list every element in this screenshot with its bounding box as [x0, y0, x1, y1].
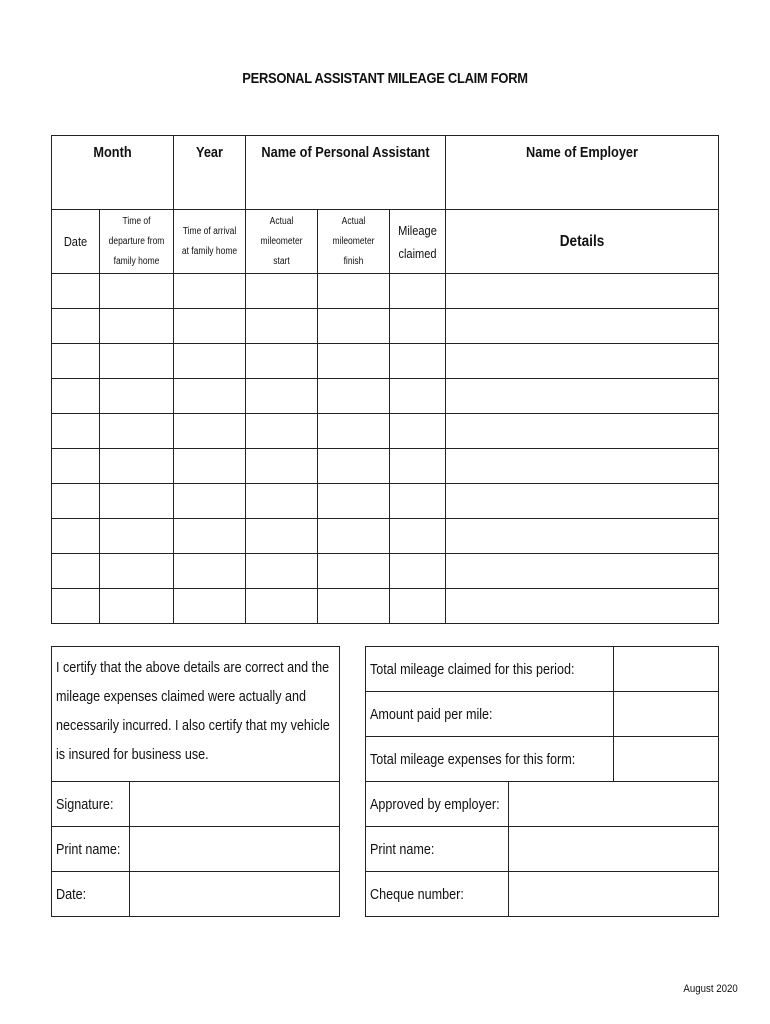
year-header: Year: [174, 136, 246, 210]
mileometer-start-column-header: Actual mileometer start: [246, 210, 318, 274]
table-row: [52, 414, 719, 449]
table-row: [52, 344, 719, 379]
departure-column-header: Time of departure from family home: [100, 210, 174, 274]
table-row: [52, 554, 719, 589]
date-label: Date:: [52, 872, 130, 917]
cheque-number-label: Cheque number:: [366, 872, 509, 917]
certification-box: [51, 646, 340, 917]
employer-print-name-label: Print name:: [366, 827, 509, 872]
certification-statement: I certify that the above details are correct and the mileage expenses claimed were actually and necessarily incurred. I also certify that my vehicle is insured for business use.: [52, 647, 340, 782]
mileage-table: [51, 135, 719, 624]
mileometer-finish-column-header: Actual mileometer finish: [318, 210, 390, 274]
signature-label: Signature:: [52, 782, 130, 827]
amount-per-mile-label: Amount paid per mile:: [366, 692, 614, 737]
amount-per-mile-field[interactable]: [614, 692, 719, 737]
totals-box: [365, 646, 719, 917]
print-name-field[interactable]: [130, 827, 340, 872]
month-header: Month: [52, 136, 174, 210]
approved-by-field[interactable]: [509, 782, 719, 827]
table-row: [52, 379, 719, 414]
details-column-header: Details: [446, 210, 719, 274]
total-expenses-label: Total mileage expenses for this form:: [366, 737, 614, 782]
form-date-footer: August 2020: [683, 983, 738, 995]
total-expenses-field[interactable]: [614, 737, 719, 782]
table-row: [52, 519, 719, 554]
form-title: PERSONAL ASSISTANT MILEAGE CLAIM FORM: [242, 70, 528, 87]
arrival-column-header: Time of arrival at family home: [174, 210, 246, 274]
signature-field[interactable]: [130, 782, 340, 827]
table-row: [52, 589, 719, 624]
print-name-label: Print name:: [52, 827, 130, 872]
pa-name-header: Name of Personal Assistant: [246, 136, 446, 210]
date-column-header: Date: [52, 210, 100, 274]
employer-header: Name of Employer: [446, 136, 719, 210]
table-row: [52, 449, 719, 484]
table-row: [52, 484, 719, 519]
mileage-claimed-column-header: Mileage claimed: [390, 210, 446, 274]
cheque-number-field[interactable]: [509, 872, 719, 917]
total-mileage-label: Total mileage claimed for this period:: [366, 647, 614, 692]
employer-print-name-field[interactable]: [509, 827, 719, 872]
table-row: [52, 309, 719, 344]
total-mileage-field[interactable]: [614, 647, 719, 692]
approved-by-label: Approved by employer:: [366, 782, 509, 827]
date-field[interactable]: [130, 872, 340, 917]
table-row: [52, 274, 719, 309]
